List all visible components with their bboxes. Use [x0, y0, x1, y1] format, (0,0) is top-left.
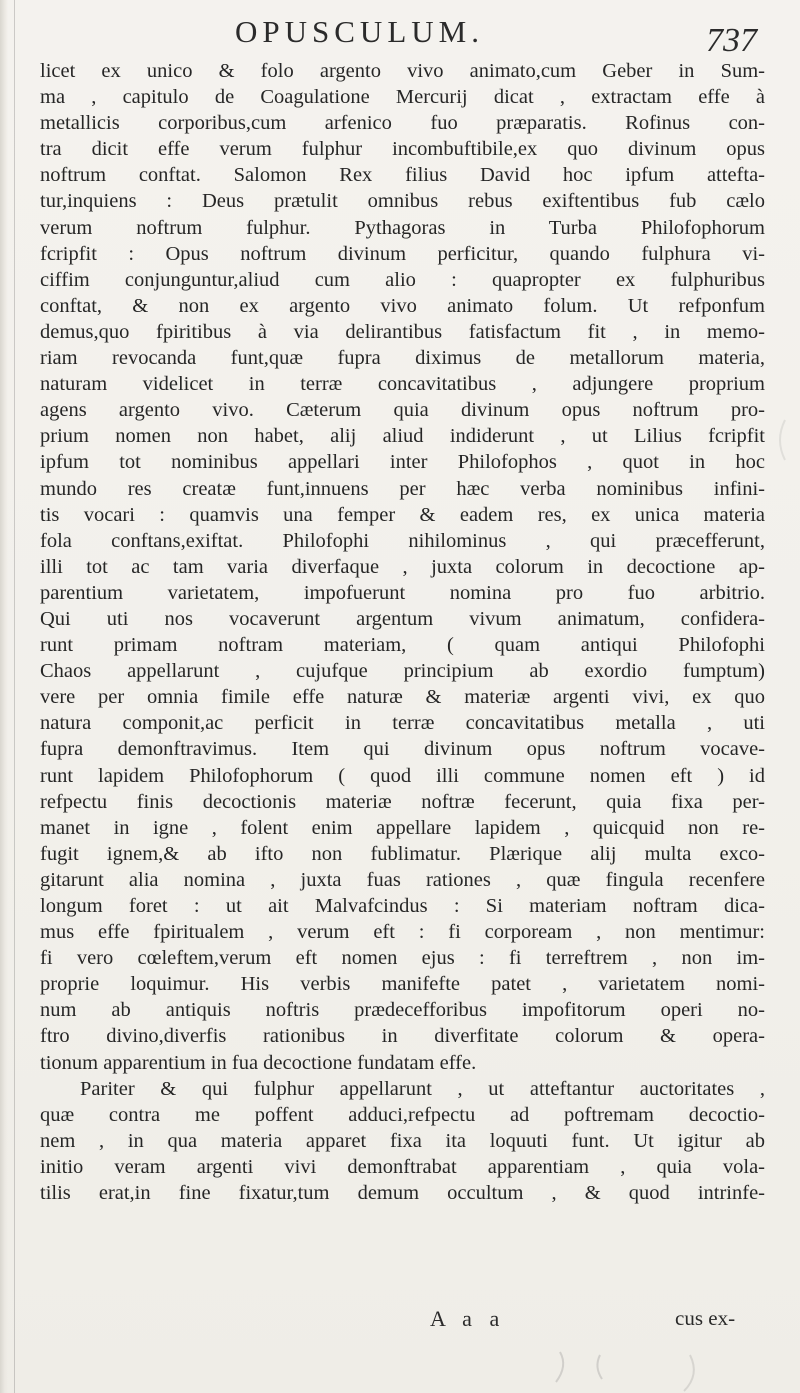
page-footer [0, 1306, 800, 1346]
text-line: metallicis corporibus,cum arfenico fuo præparatis. Rofinus con- [40, 112, 765, 135]
text-line: conftat, & non ex argento vivo animato folum. Ut refponfum [40, 294, 765, 317]
text-line: prium nomen non habet, alij aliud indiderunt , ut Lilius fcripfit [40, 425, 765, 448]
text-line: vere per omnia fimile effe naturæ & materiæ argenti vivi, ex quo [40, 686, 765, 709]
text-line: ftro divino,diverfis rationibus in diverfitate colorum & opera- [40, 1025, 765, 1048]
text-line: licet ex unico & folo argento vivo animato,cum Geber in Sum- [40, 60, 765, 82]
text-line: agens argento vivo. Cæterum quia divinum opus noftrum pro- [40, 399, 765, 422]
text-line: fcripfit : Opus noftrum divinum perficitur, quando fulphura vi- [40, 242, 765, 265]
text-line: noftrum conftat. Salomon Rex filius David hoc ipfum attefta- [40, 164, 765, 187]
text-line: proprie loquimur. His verbis manifefte patet , varietatem nomi- [40, 973, 765, 996]
text-line: gitarunt alia nomina , juxta fuas rationes , quæ fingula recenfere [40, 868, 765, 891]
text-line-paragraph-start: Pariter & qui fulphur appellarunt , ut atteftantur auctoritates , [80, 1077, 765, 1100]
text-line: quæ contra me poffent adduci,refpectu ad poftremam decoctio- [40, 1103, 765, 1126]
text-line: illi tot ac tam varia diverfaque , juxta colorum in decoctione ap- [40, 555, 765, 578]
text-line: demus,quo fpiritibus à via delirantibus fatisfactum fit , in memo- [40, 320, 765, 343]
text-line: tionum apparentium in fua decoctione fundatam effe. [40, 1051, 477, 1074]
page-number: 737 [706, 22, 757, 59]
text-line: nem , in qua materia apparet fixa ita loquuti funt. Ut igitur ab [40, 1129, 765, 1152]
text-line: ma , capitulo de Coagulatione Mercurij dicat , extractam effe à [40, 86, 765, 109]
text-line: runt lapidem Philofophorum ( quod illi commune nomen eft ) id [40, 764, 765, 787]
catchword: cus ex- [675, 1306, 736, 1330]
binding-line [14, 0, 15, 1393]
text-line: fola conftans,exiftat. Philofophi nihilominus , qui præcefferunt, [40, 529, 765, 552]
text-line: riam revocanda funt,quæ fupra diximus de metallorum materia, [40, 347, 765, 370]
text-line: initio veram argenti vivi demonftrabat apparentiam , quia vola- [40, 1155, 765, 1178]
text-line: num ab antiquis noftris prædecefforibus impofitorum operi no- [40, 999, 765, 1022]
text-line: tilis erat,in fine fixatur,tum demum occultum , & quod intrinfe- [40, 1182, 765, 1205]
text-line: natura componit,ac perficit in terræ concavitatibus metalla , uti [40, 712, 765, 735]
text-line: mus effe fpiritualem , verum eft : fi corpoream , non mentimur: [40, 921, 765, 944]
text-line: ciffim conjunguntur,aliud cum alio : quapropter ex fulphuribus [40, 268, 765, 291]
body-text [40, 58, 765, 1206]
text-line: naturam videlicet in terræ concavitatibus , adjungere proprium [40, 373, 765, 396]
text-line: fi vero cœleftem,verum eft nomen ejus : fi terreftrem , non im- [40, 947, 765, 970]
page-gutter-edge [0, 0, 8, 1393]
text-line: manet in igne , folent enim appellare lapidem , quicquid non re- [40, 816, 765, 839]
text-line: Chaos appellarunt , cujufque principium ab exordio fumptum) [40, 660, 765, 683]
text-line: tra dicit effe verum fulphur incombuftibile,ex quo divinum opus [40, 138, 765, 161]
text-line: runt primam noftram materiam, ( quam antiqui Philofophi [40, 634, 765, 657]
text-line: ipfum tot nominibus appellari inter Philofophos , quot in hoc [40, 451, 765, 474]
signature-mark: A a a [430, 1306, 506, 1331]
text-line: parentium varietatem, impofuerunt nomina pro fuo arbitrio. [40, 581, 765, 604]
text-line: tis vocari : quamvis una femper & eadem res, ex unica materia [40, 503, 765, 526]
text-line: fugit ignem,& ab ifto non fublimatur. Plærique alij multa exco- [40, 842, 765, 865]
text-line: fupra demonftravimus. Item qui divinum opus noftrum vocave- [40, 738, 765, 761]
running-head: OPUSCULUM. [235, 14, 484, 49]
text-line: refpectu finis decoctionis materiæ noftræ fecerunt, quia fixa per- [40, 790, 765, 813]
text-line: tur,inquiens : Deus prætulit omnibus rebus exiftentibus fub cælo [40, 190, 765, 213]
text-line: mundo res creatæ funt,innuens per hæc verba nominibus infini- [40, 477, 765, 500]
text-line: Qui uti nos vocaverunt argentum vivum animatum, confidera- [40, 607, 765, 630]
text-line: verum noftrum fulphur. Pythagoras in Turba Philofophorum [40, 216, 765, 239]
text-line: longum foret : ut ait Malvafcindus : Si materiam noftram dica- [40, 895, 765, 917]
